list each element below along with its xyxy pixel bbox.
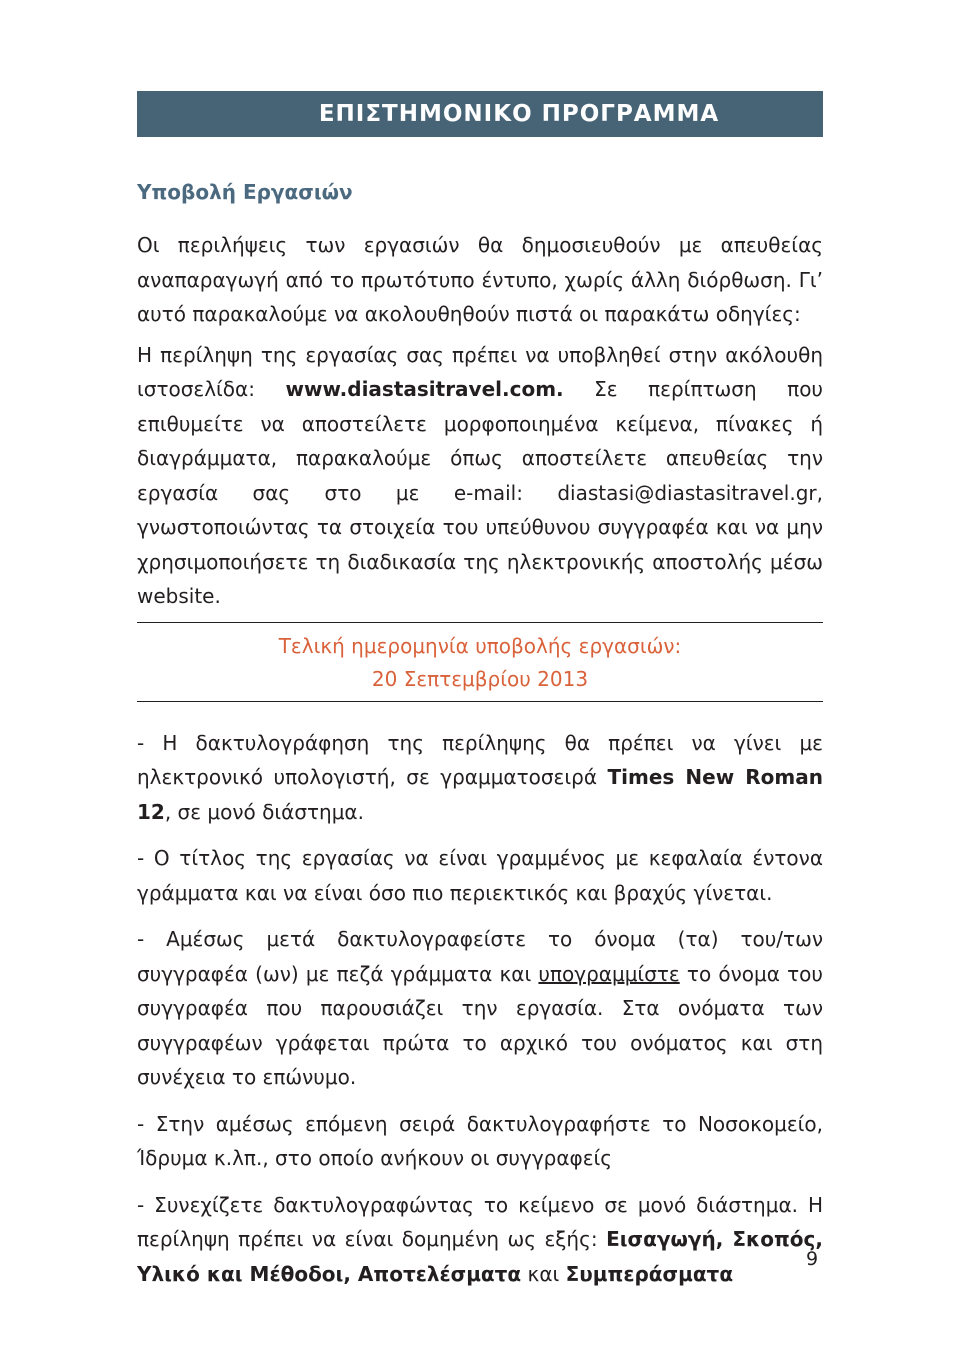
instruction-item: - Ο τίτλος της εργασίας να είναι γραμμένος με κεφαλαία έντονα γράμματα και να είναι όσο πιο περιεκτικός και βραχύς γίνεται. xyxy=(137,846,823,905)
divider-bottom xyxy=(137,701,823,702)
deadline-box xyxy=(137,623,823,701)
instruction-text: - Η δακτυλογράφηση της περίληψης θα πρέπει να γίνει με ηλεκτρονικό υπολογιστή, σε γραμματοσειρά xyxy=(137,730,823,789)
instruction-item: - Στην αμέσως επόμενη σειρά δακτυλογραφήστε το Νοσοκομείο, Ίδρυμα κ.λπ., στο οποίο ανήκουν οι συγγραφείς xyxy=(137,1111,823,1170)
submission-text-pre: Η περίληψη της εργασίας σας πρέπει να υποβληθεί στην ακόλουθη ιστοσελίδα: xyxy=(137,342,823,401)
instruction-bold: Συμπεράσματα xyxy=(565,1261,734,1286)
instruction-item xyxy=(137,726,823,830)
section-subtitle: Υποβολή Εργασιών xyxy=(137,180,353,204)
instruction-text: - Συνεχίζετε δακτυλογραφώντας το κείμενο σε μονό διάστημα. Η περίληψη πρέπει να είναι δομημένη ως εξής: xyxy=(137,1192,823,1251)
instruction-text: - Αμέσως μετά δακτυλογραφείστε το όνομα (τα) του/των συγγραφέα (ων) με πεζά γράμματα και xyxy=(137,927,823,986)
banner-title: ΕΠΙΣΤΗΜΟΝΙΚΟ ΠΡΟΓΡΑΜΜΑ xyxy=(318,101,720,127)
instruction-text: , σε μονό διάστημα. xyxy=(164,799,364,824)
instruction-text: το όνομα του συγγραφέα που παρουσιάζει την εργασία. Στα ονόματα των συγγραφέων γράφεται πρώτα το αρχικό του ονόματος και στη συνέχεια το επώνυμο. xyxy=(137,961,823,1089)
section-banner xyxy=(137,91,823,137)
instruction-text: και xyxy=(521,1261,566,1286)
submission-text-post: Σε περίπτωση που επιθυμείτε να αποστείλετε μορφοποιημένα κείμενα, πίνακες ή διαγράμματα, παρακαλούμε όπως αποστείλετε απευθείας την εργασία σας στο με e-mail: diastasi@diastasitravel.gr, γνωστοποιώντας τα στοιχεία του υπεύθυνου συγγραφέα και να μην χρησιμοποιήσετε τη διαδικασία της ηλεκτρονικής αποστολής μέσω website. xyxy=(137,377,824,608)
deadline-label: Τελική ημερομηνία υποβολής εργασιών: xyxy=(278,633,682,658)
instruction-item xyxy=(137,1188,823,1292)
page-number: 9 xyxy=(806,1248,819,1270)
instructions-list xyxy=(137,726,823,1292)
instruction-underlined: υπογραμμίστε xyxy=(538,961,680,986)
website-link[interactable]: www.diastasitravel.com. xyxy=(285,377,564,401)
instruction-bold: Times New Roman 12 xyxy=(137,765,823,824)
instruction-item xyxy=(137,922,823,1095)
deadline-date: 20 Σεπτεμβρίου 2013 xyxy=(371,666,589,691)
submission-paragraph xyxy=(137,338,823,614)
page-content xyxy=(137,228,823,1303)
instruction-bold: Εισαγωγή, Σκοπός, Υλικό και Μέθοδοι, Αποτελέσματα xyxy=(137,1227,823,1286)
intro-paragraph: Οι περιλήψεις των εργασιών θα δημοσιευθούν με απευθείας αναπαραγωγή από το πρωτότυπο έντυπο, χωρίς άλλη διόρθωση. Γι’ αυτό παρακαλούμε να ακολουθηθούν πιστά οι παρακάτω οδηγίες: xyxy=(137,233,823,326)
